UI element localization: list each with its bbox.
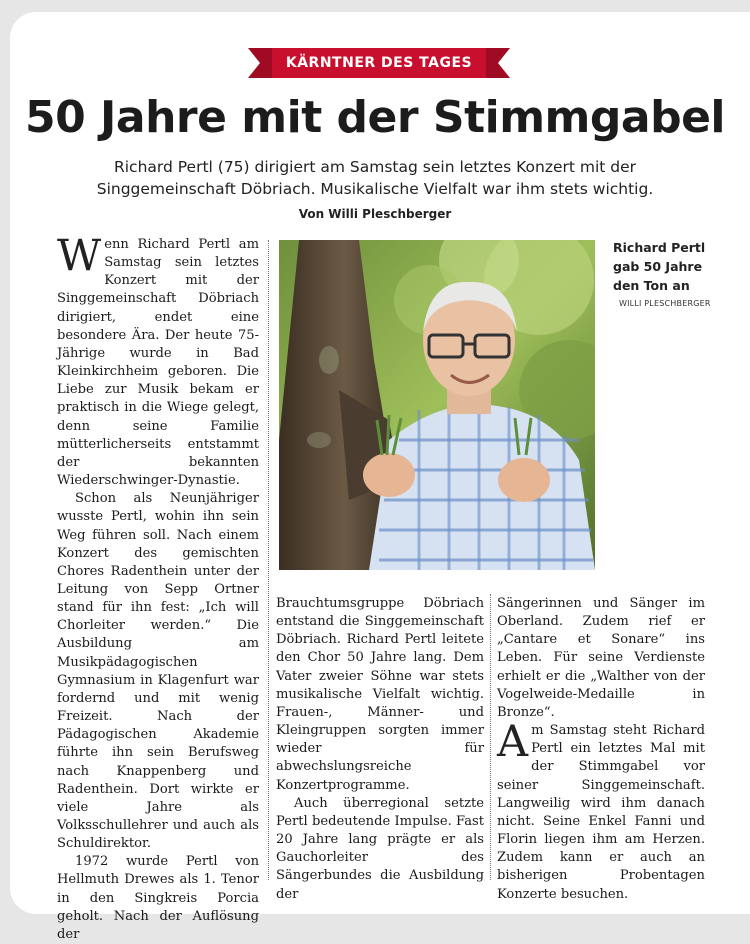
column-divider bbox=[490, 594, 491, 880]
column-divider bbox=[268, 240, 269, 880]
paragraph: Brauchtumsgruppe Döbriach entstand die Singgemeinschaft Döbriach. Richard Pertl leitete den Chor 50 Jahre lang. Dem Vater zweier Söhne war stets musikalische Vielfalt wichtig. Frauen-, Männer- und Kleingruppen sorgten immer wieder für abwechslungsreiche Konzertprogramme. bbox=[276, 596, 484, 793]
drop-cap: A bbox=[497, 717, 529, 768]
headline: 50 Jahre mit der Stimmgabel bbox=[24, 92, 726, 143]
photo-caption: Richard Pertl gab 50 Jahre den Ton an bbox=[613, 240, 706, 293]
paragraph-text: m Samstag steht Richard Pertl ein letztes Mal mit der Stimmgabel vor seiner Singgemeinschaft. Langweilig wird ihm danach nicht. Seine Enkel Fanni und Florin liegen ihm am Herzen. Zudem kann er auch an bisherigen Probentagen Konzerte besuchen. bbox=[497, 723, 705, 902]
portrait-photo bbox=[279, 240, 595, 570]
paragraph: Sängerinnen und Sänger im Oberland. Zudem rief er „Cantare et Sonare“ ins Leben. Für seine Verdienste erhielt er die „Walther von der Vogelweide-Medaille in Bronze“. bbox=[497, 596, 705, 720]
article-column-2 bbox=[276, 595, 484, 904]
article-column-3 bbox=[497, 595, 705, 904]
section-ribbon bbox=[248, 48, 510, 78]
paragraph-text: enn Richard Pertl am Samstag sein letztes Konzert mit der Singgemeinschaft Döbriach dirigiert, endet eine besondere Ära. Der heute 75-Jährige wurde in Bad Kleinkirchheim geboren. Die Liebe zur Musik bekam er praktisch in die Wiege gelegt, denn seine Familie mütterlicherseits entstammt der bekannten Wiederschwinger-Dynastie. bbox=[57, 237, 259, 489]
photo-illustration bbox=[279, 240, 595, 570]
ribbon-label: KÄRNTNER DES TAGES bbox=[285, 55, 473, 71]
photo-credit: WILLI PLESCHBERGER bbox=[619, 299, 711, 308]
paragraph: 1972 wurde Pertl von Hellmuth Drewes als 1. Tenor in den Singkreis Porcia geholt. Nach der Auflösung der bbox=[57, 854, 259, 942]
article-column-1 bbox=[57, 231, 259, 944]
paragraph bbox=[57, 231, 259, 490]
paragraph bbox=[497, 717, 705, 904]
drop-cap: W bbox=[57, 231, 102, 281]
lead-text: Richard Pertl (75) dirigiert am Samstag sein letztes Konzert mit der Singgemeinschaft Döbriach. Musikalische Vielfalt war ihm stets wichtig. bbox=[96, 158, 654, 198]
paragraph: Auch überregional setzte Pertl bedeutende Impulse. Fast 20 Jahre lang prägte er als Gauchorleiter des Sängerbundes die Ausbildung der bbox=[276, 795, 484, 902]
byline: Von Willi Pleschberger bbox=[298, 207, 452, 221]
paragraph: Schon als Neunjähriger wusste Pertl, wohin ihn sein Weg führen soll. Nach einem Konzert des gemischten Chores Radenthein unter der Leitung von Sepp Ortner stand für ihn fest: „Ich will Chorleiter werden.“ Die Ausbildung am Musikpädagogischen Gymnasium in Klagenfurt war fordernd und mit wenig Freizeit. Nach der Pädagogischen Akademie führte ihn sein Berufsweg nach Knappenberg und Radenthein. Dort wirkte er viele Jahre als Volksschullehrer und auch als Schuldirektor. bbox=[57, 491, 259, 852]
